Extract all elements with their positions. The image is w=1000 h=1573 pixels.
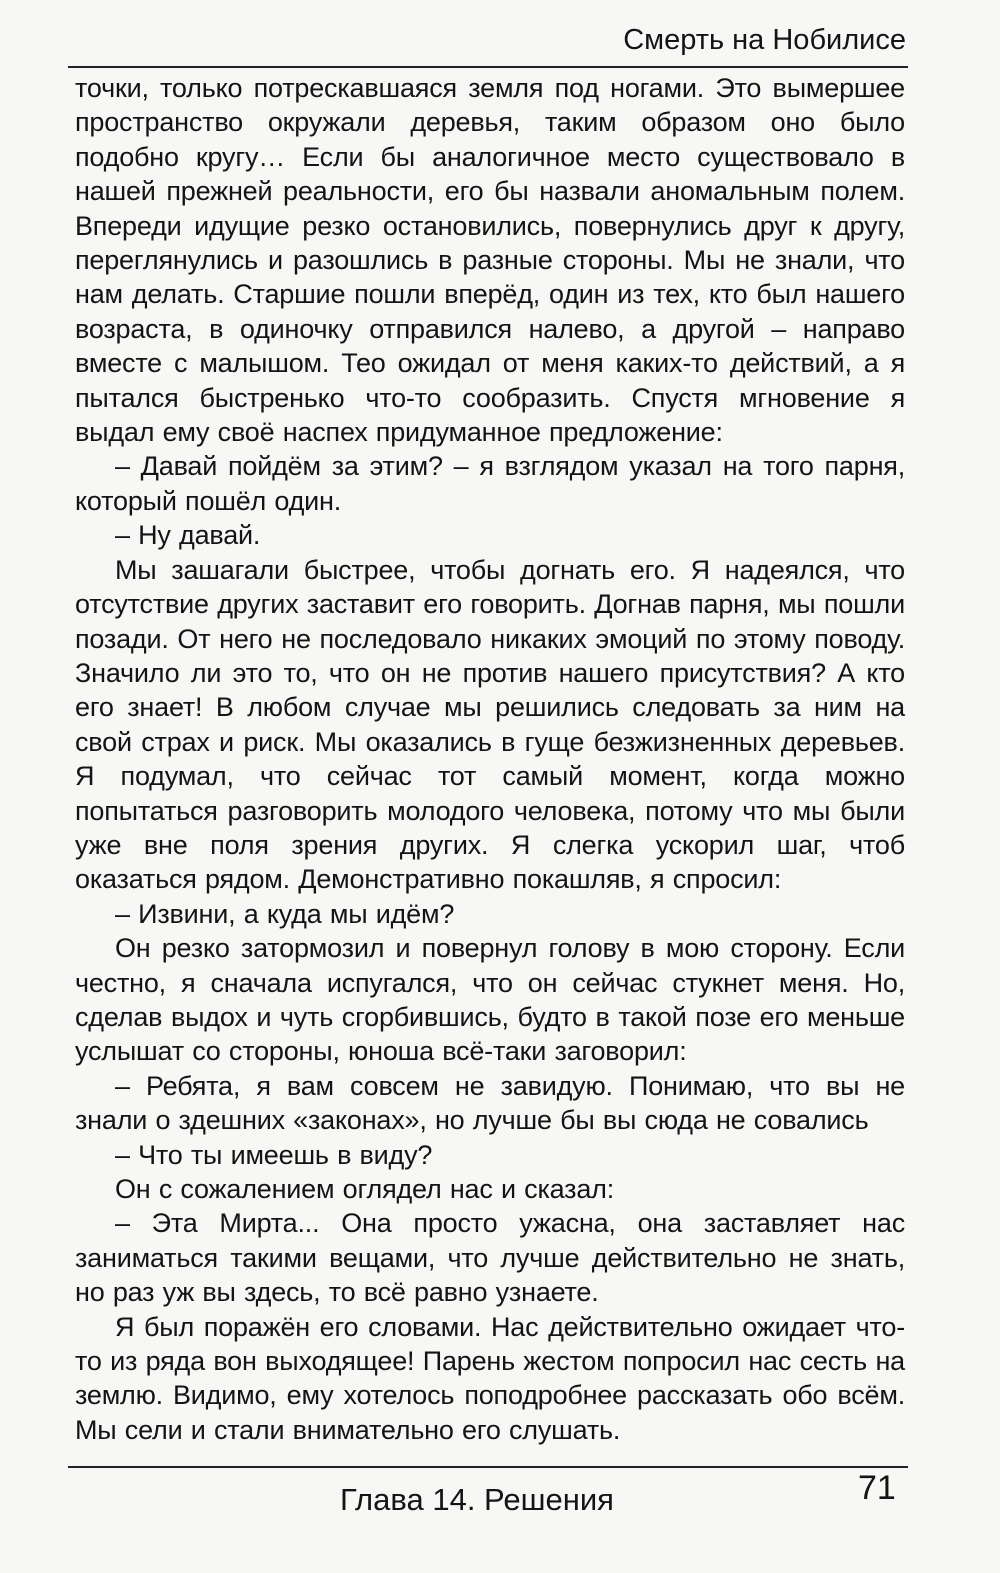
header-rule bbox=[68, 66, 908, 68]
footer-rule bbox=[68, 1466, 908, 1468]
running-head: Смерть на Нобилисе bbox=[623, 24, 906, 56]
paragraph: – Что ты имеешь в виду? bbox=[115, 1139, 433, 1170]
paragraph: – Извини, а куда мы идём? bbox=[115, 898, 455, 929]
paragraph: Я был поражён его словами. Нас действительно ожидает что-то из ряда вон выходящее! Парень жестом попросил нас сесть на землю. Видимо, ему хотелось поподробнее рассказать обо всём. Мы сели и стали внимательно его слушать. bbox=[75, 1311, 905, 1445]
body-text bbox=[75, 71, 905, 1447]
paragraph: Он с сожалением оглядел нас и сказал: bbox=[115, 1174, 615, 1204]
paragraph: – Эта Мирта... Она просто ужасна, она заставляет нас заниматься такими вещами, что лучше действительно не знать, но раз уж вы здесь, то всё равно узнаете. bbox=[75, 1208, 905, 1308]
paragraph: – Давай пойдём за этим? – я взглядом указал на того парня, который пошёл один. bbox=[75, 451, 905, 516]
paragraph: точки, только потрескавшаяся земля под ногами. Это вымершее пространство окружали деревья, таким образом оно было подобно кругу… Если бы аналогичное место существовало в нашей прежней реальности, его бы назвали аномальным полем. Впереди идущие резко остановились, повернулись друг к другу, переглянулись и разошлись в разные стороны. Мы не знали, что нам делать. Старшие пошли вперёд, один из тех, кто был нашего возраста, в одиночку отправился налево, а другой – направо вместе с малышом. Тео ожидал от меня каких-то действий, а я пытался быстренько что-то сообразить. Спустя мгновение я выдал ему своё наспех придуманное предложение: bbox=[75, 73, 905, 448]
paragraph: Он резко затормозил и повернул голову в мою сторону. Если честно, я сначала испугался, что он сейчас стукнет меня. Но, сделав выдох и чуть сгорбившись, будто в такой позе его меньше услышат со стороны, юноша всё-таки заговорил: bbox=[75, 933, 905, 1067]
paragraph: – Ну давай. bbox=[115, 520, 261, 551]
chapter-title: Глава 14. Решения bbox=[340, 1482, 614, 1517]
paragraph: – Ребята, я вам совсем не завидую. Понимаю, что вы не знали о здешних «законах», но лучше бы вы сюда не совались bbox=[75, 1070, 905, 1136]
paragraph: Мы зашагали быстрее, чтобы догнать его. Я надеялся, что отсутствие других заставит его говорить. Догнав парня, мы пошли позади. От него не последовало никаких эмоций по этому поводу. Значило ли это то, что он не против нашего присутствия? А кто его знает! В любом случае мы решились следовать за ним на свой страх и риск. Мы оказались в гуще безжизненных деревьев. Я подумал, что сейчас тот самый момент, когда можно попытаться разговорить молодого человека, потому что мы были уже вне поля зрения других. Я слегка ускорил шаг, чтоб оказаться рядом. Демонстративно покашляв, я спросил: bbox=[75, 554, 905, 895]
page-number: 71 bbox=[858, 1469, 896, 1507]
